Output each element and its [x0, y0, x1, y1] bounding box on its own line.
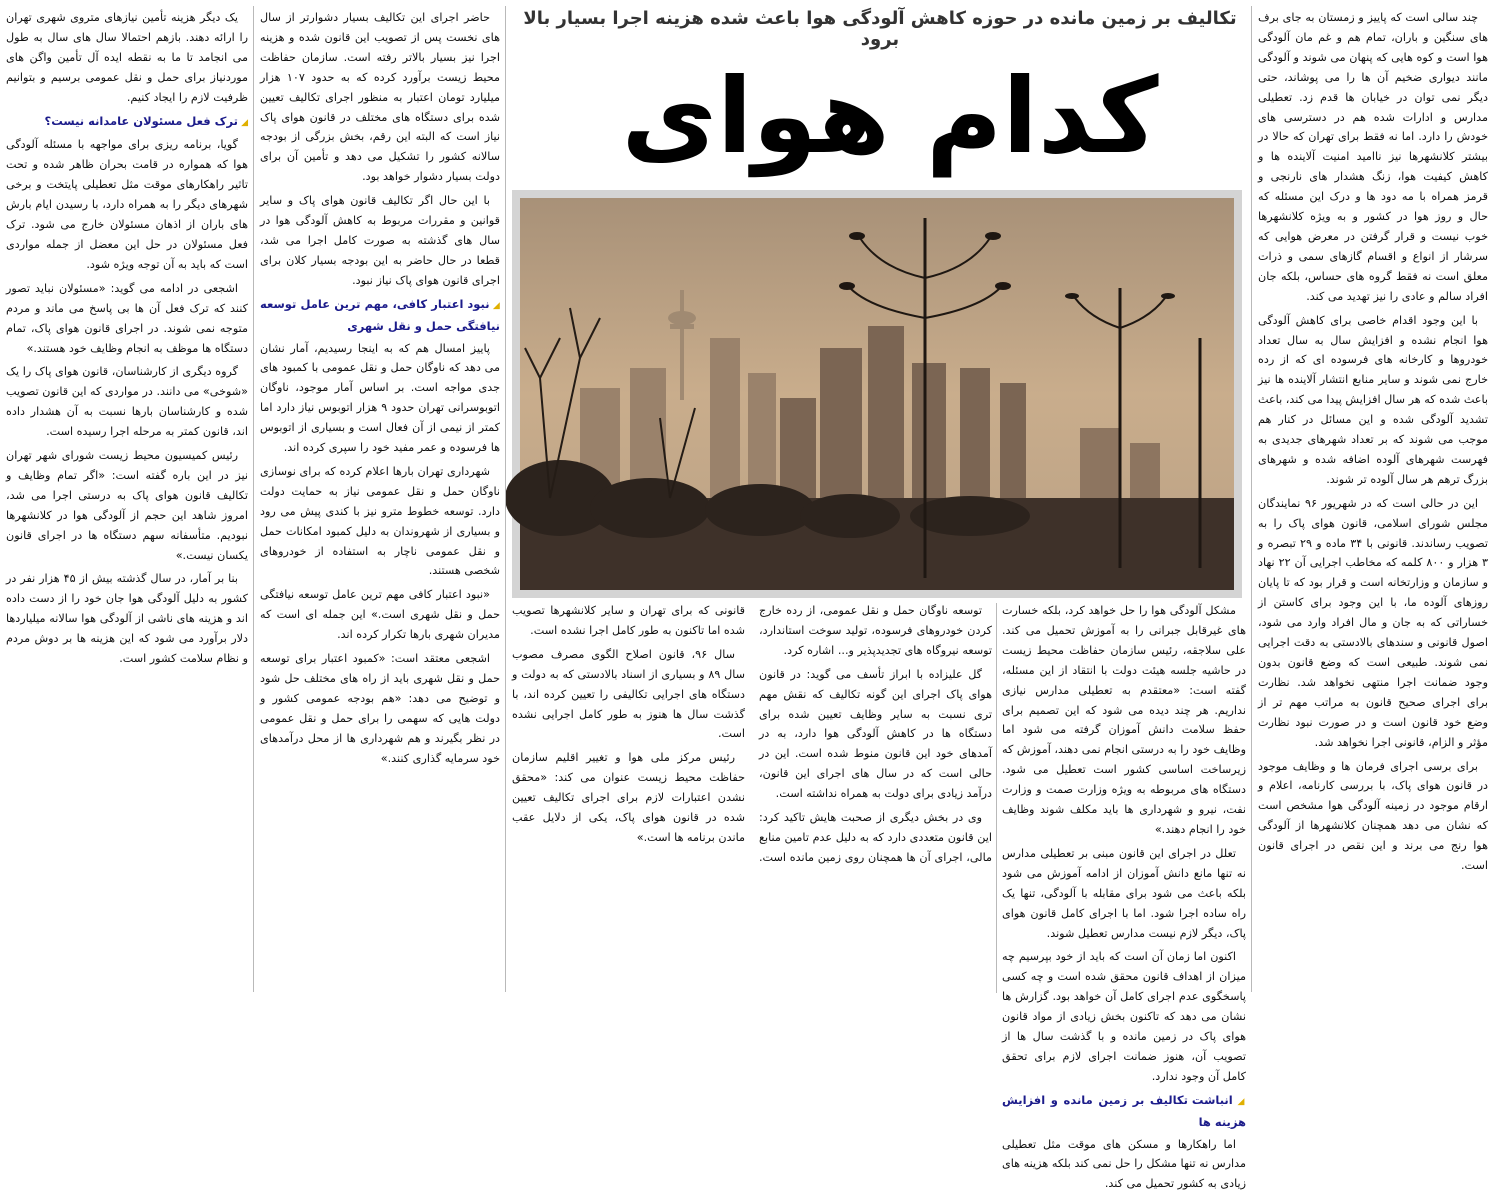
column-2-paragraph: تعلل در اجرای این قانون مبنی بر تعطیلی مدارس نه تنها مانع دانش آموزان از ادامه آموزش می شود بلکه باعث می شود برای مقابله با آلودگی، تنها یک راه ساده اجرا شود. اما با اجرای کامل قانون هوای پاک، دیگر لازم نیست مدارس تعطیل شوند. [1002, 846, 1246, 940]
column-divider [996, 603, 997, 993]
article-column-5 [6, 8, 248, 993]
column-3-paragraph: سال ۹۶، قانون اصلاح الگوی مصرف مصوب سال ۸۹ و بسیاری از اسناد بالادستی که به دولت و دستگاه های اجرایی تکالیفی را تعیین کرده اند، با گذشت سال ها هنوز به طور کامل اجرایی نشده است. [512, 647, 745, 741]
section-subheading: ◢ انباشت تکالیف بر زمین مانده و افزایش هزینه ها [1002, 1091, 1246, 1133]
section-subheading: ◢ نبود اعتبار کافی، مهم ترین عامل توسعه نیافتگی حمل و نقل شهری [260, 295, 500, 337]
column-4-paragraph: پاییز امسال هم که به اینجا رسیدیم، آمار نشان می دهد که ناوگان حمل و نقل عمومی با کمبود های جدی مواجه است. بر اساس آمار موجود، ناوگان اتوبوسرانی تهران حدود ۹ هزار اتوبوس نیاز دارد اما کمتر از نیمی از آن فعال است و بسیاری از اتوبوس ها فرسوده و عمر مفید خود را سپری کرده اند. [260, 341, 500, 455]
article-column-1 [1258, 8, 1488, 993]
column-2-paragraph: مشکل آلودگی هوا را حل خواهد کرد، بلکه خسارت های غیرقابل جبرانی را به آموزش تحمیل می کند. علی سلاجقه، رئیس سازمان حفاظت محیط زیست در حاشیه جلسه هیئت دولت با انتقاد از این مسئله، گفته است: «معتقدم به تعطیلی مدارس نیازی نداریم. هر چند دیده می شود که این تصمیم برای حفظ سلامت دانش آموزان گرفته می شود اما وظایف خود را به درستی انجام نمی دهند، آموزش که زیرساخت اساسی کشور است تعطیل می شود. دستگاه های مربوطه به ویژه وزارت صمت و وزارت نفت، نیرو و شهرداری ها باید مکلف شوند وظایف خود را انجام دهند.» [1002, 604, 1246, 836]
article-column-4 [260, 8, 500, 993]
section-subheading: ◢ ترک فعل مسئولان عامدانه نیست؟ [6, 112, 248, 134]
column-divider [253, 6, 254, 992]
column-4-paragraph: شهرداری تهران بارها اعلام کرده که برای نوسازی ناوگان حمل و نقل عمومی نیاز به حمایت دولت دارد. توسعه خطوط مترو نیز با کندی پیش می رود و بسیاری از شهروندان به دلیل کمبود امکانات حمل و نقل عمومی ناچار به استفاده از خودروهای شخصی هستند. [260, 464, 500, 578]
column-2-paragraph: اکنون اما زمان آن است که باید از خود بپرسیم چه میزان از اهداف قانون محقق شده است و چه کسی پاسخگوی عدم اجرای کامل آن خواهد بود. گزارش ها نشان می دهد که تاکنون بخش زیادی از مواد قانون هوای پاک در زمین مانده و با گذشت سال ها از تصویب آن، هنوز ضمانت اجرای لازم برای تحقق کامل آن وجود ندارد. [1002, 950, 1246, 1083]
column-3-paragraph: رئیس مرکز ملی هوا و تغییر اقلیم سازمان حفاظت محیط زیست عنوان می کند: «محقق نشدن اعتبارات لازم برای اجرای تکالیف تعیین شده در قانون هوای پاک، یکی از دلایل عقب ماندن برنامه ها است.» [512, 751, 745, 844]
article-column-3 [512, 601, 992, 993]
column-5-paragraph: بنا بر آمار، در سال گذشته بیش از ۴۵ هزار نفر در کشور به دلیل آلودگی هوا جان خود را از دست داده اند و هزینه های ناشی از آلودگی هوا سالانه میلیاردها دلار برآورد می شود که این هزینه ها بر دوش مردم و نظام سلامت کشور است. [6, 572, 248, 666]
column-divider [505, 6, 506, 992]
column-4-paragraph: «نبود اعتبار کافی مهم ترین عامل توسعه نیافتگی حمل و نقل شهری است.» این جمله ای است که مدیران شهری بارها تکرار کرده اند. [260, 588, 500, 642]
photo-frame [512, 190, 1242, 598]
column-3-paragraph: گل علیزاده با ابراز تأسف می گوید: در قانون هوای پاک اجرای این گونه تکالیف که نقش مهم تری نسبت به سایر وظایف تعیین شده برای دستگاه ها در کاهش آلودگی هوا دارد، به در آمدهای خود این قانون منوط شده است. این در حالی است که در سال های اجرای این قانون، درآمد زیادی برای دولت به همراه نداشته است. [759, 667, 992, 801]
column-5-paragraph: اشجعی در ادامه می گوید: «مسئولان نباید تصور کنند که ترک فعل آن ها بی پاسخ می ماند و مردم متوجه نمی شوند. در اجرای قانون هوای پاک، تمام دستگاه ها موظف به انجام وظایف خود هستند.» [6, 281, 248, 355]
column-5-paragraph: گویا، برنامه ریزی برای مواجهه با مسئله آلودگی هوا که همواره در قامت بحران ظاهر شده و تحت تاثیر راهکارهای موقت مثل تعطیلی پایتخت و برخی شهرهای دیگر را به همراه دارد، با رسیدن ایام بارش های باران از اذهان مسئولان خارج می شود. ترک فعل مسئولان در حل این معضل از جمله مواردی است که باید به آن توجه ویژه شود. [6, 138, 248, 271]
article-kicker: تکالیف بر زمین مانده در حوزه کاهش آلودگی هوا باعث شده هزینه اجرا بسیار بالا برود [523, 8, 1237, 50]
column-1-paragraph: برای برسی اجرای فرمان ها و وظایف موجود در قانون هوای پاک، با بررسی کارنامه، اعلام و ارقام موجود در زمینه آلودگی هوا مشخص است که نشان می دهد همچنان کلانشهرها از آلودگی هوا رنج می برند و این نقص در اجرای قانون است. [1258, 759, 1488, 873]
column-5-paragraph: یک دیگر هزینه تأمین نیازهای متروی شهری تهران را ارائه دهند. بازهم احتمالا سال های سال به طول می انجامد تا ما به نقطه ایده آل تأمین واگن های موردنیاز برای حمل و نقل عمومی برسیم و بتوانیم ظرفیت لازم را ایجاد کنیم. [6, 11, 248, 104]
column-divider [1251, 6, 1252, 992]
column-1-paragraph: با این وجود اقدام خاصی برای کاهش آلودگی هوا انجام نشده و افزایش سال به سال تعداد خودروها و کارخانه های فرسوده ای که از رده خارج نمی شوند و سایر منابع انتشار آلاینده ها نیز باعث شده که هر سال افزایش پیدا می کند، باعث تشدید آلودگی شده و این مسائل در کنار هم موجب می شوند که بر تعداد شهرهای جدیدی به فهرست شهرهای آلوده اضافه شده و شهرهای بزرگ ترهم هر سال آلوده تر شوند. [1258, 313, 1488, 486]
article-headline: کدام هوای [621, 55, 1159, 177]
column-3-paragraph: توسعه ناوگان حمل و نقل عمومی، از رده خارج کردن خودروهای فرسوده، تولید سوخت استاندارد، توسعه نیروگاه های تجدیدپذیر و... اشاره کرد. [759, 604, 992, 657]
column-4-paragraph: اشجعی معتقد است: «کمبود اعتبار برای توسعه حمل و نقل شهری باید از راه های مختلف حل شود و توضیح می دهد: «هم بودجه عمومی کشور و دولت هایی که سهمی را برای حمل و نقل عمومی در نظر بگیرند و هم شهرداری ها از محل درآمدهای خود سرمایه گذاری کنند.» [260, 652, 500, 765]
column-2-paragraph: اما راهکارها و مسکن های موقت مثل تعطیلی مدارس نه تنها مشکل را حل نمی کند بلکه هزینه های زیادی به کشور تحمیل می کند. [1002, 1137, 1246, 1191]
column-4-paragraph: حاضر اجرای این تکالیف بسیار دشوارتر از سال های نخست پس از تصویب این قانون شده و هزینه اجرا نیز بسیار بالاتر رفته است. سازمان حفاظت محیط زیست برآورد کرده که به حدود ۱۰۷ هزار میلیارد تومان اعتبار به منظور اجرای تکالیف تعیین شده برای دستگاه های مختلف در قانون هوای پاک نیاز است که البته این رقم، بخش بزرگی از بودجه سالانه کشور را تشکیل می دهد و تأمین آن برای دولت بسیار دشوار خواهد بود. [260, 11, 501, 184]
column-1-paragraph: چند سالی است که پاییز و زمستان به جای برف های سنگین و باران، تمام هم و غم مان آلودگی هوا است و کوه هایی که پنهان می شوند و آلودگی مانند دیواری ضخیم آن ها را می پوشاند، حتی دیگر نمی توان در خیابان ها قدم زد. تعطیلی مدارس و ادارات شده هم در دسترسی های خودش را دارد. اما نه فقط برای تهران که حالا در بیشتر کلانشهرها نیز ناامید امنیت آلاینده ها و کاهش کیفیت هوا، زنگ هشدار های نارنجی و قرمز همراه با مه دود ها و درک این مسئله که حال و روز هوا در کشور و به ویژه کلانشهرها خوب نیست و قرار گرفتن در معرض هوایی که سرشار از انواع و اقسام گازهای سمی و ذرات معلق است نه فقط گروه های حساس، بلکه جان افراد سالم و عادی را نیز تهدید می کند. [1258, 11, 1488, 303]
column-4-paragraph: با این حال اگر تکالیف قانون هوای پاک و سایر قوانین و مقررات مربوط به کاهش آلودگی هوا در سال های گذشته به صورت کامل اجرا می شد، قطعا در حال حاضر به این بودجه بسیار کلان برای اجرای قانون هوای پاک نیاز نبود. [260, 194, 500, 287]
column-3-paragraph: وی در بخش دیگری از صحبت هایش تاکید کرد: این قانون متعددی دارد که به دلیل عدم تامین منابع مالی، اجرای آن ها همچنان روی زمین مانده است. قانونی که برای تهران و سایر کلانشهرها تصویب شده اما تاکنون به طور کامل اجرا نشده است. [512, 604, 992, 864]
hazy-tehran-skyline-photo [520, 198, 1234, 590]
column-5-paragraph: رئیس کمیسیون محیط زیست شورای شهر تهران نیز در این باره گفته است: «اگر تمام وظایف و تکالیف قانون هوای پاک به درستی اجرا می شد، امروز شاهد این حجم از آلودگی هوا در کلانشهرها نبودیم. متأسفانه سهم دستگاه ها در اجرای قانون یکسان نیست.» [6, 449, 248, 562]
column-5-paragraph: گروه دیگری از کارشناسان، قانون هوای پاک را یک «شوخی» می دانند. در مواردی که این قانون تصویب شده و کارشناسان بارها نسبت به آن هشدار داده اند، قانون کمتر به مرحله اجرا رسیده است. [6, 365, 248, 439]
article-column-2 [1002, 601, 1246, 1191]
column-1-paragraph: این در حالی است که در شهریور ۹۶ نمایندگان مجلس شورای اسلامی، قانون هوای پاک را به تصویب رساندند. قانونی با ۳۴ ماده و ۲۹ تبصره و ۳ هزار و ۸۰۰ کلمه که مخاطب اجرایی آن ۲۲ نهاد و سازمان و وزارتخانه است و قرار بود که تا پایان روزهای آلوده ما، با این وجود برای کاستن از خساراتی که به جان و مال افراد وارد می شود، اصول قانونی و سندهای بالادستی به دقت اجرایی نمی شوند. طبیعی است که وضع قانون بدون وجود ضمانت اجرا منتهی نخواهد شد. نظارت برای اجرای صحیح قانون به مراتب مهم تر از وضع خود قانون است و در صورت نبود نظارت مؤثر و الزام، قانونی اجرا نخواهد شد. [1258, 496, 1489, 749]
